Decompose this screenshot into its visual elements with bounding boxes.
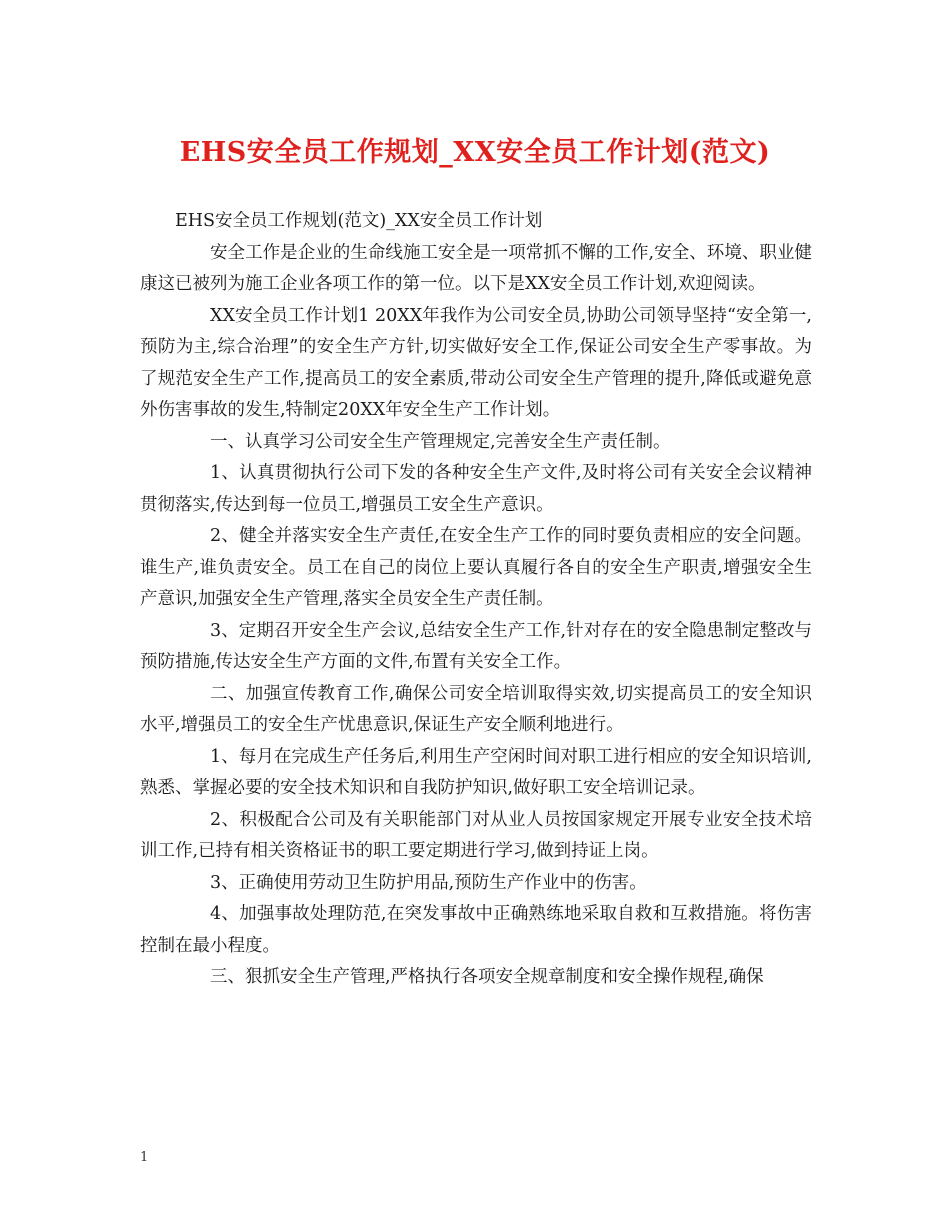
section-heading-2: 二、加强宣传教育工作,确保公司安全培训取得实效,切实提高员工的安全知识水平,增强员工的安全生产忧患意识,保证生产安全顺利地进行。 [140,683,812,735]
document-title: EHS安全员工作规划_XX安全员工作计划(范文) [179,137,771,168]
paragraph-item: 2、积极配合公司及有关职能部门对从业人员按国家规定开展专业安全技术培训工作,已持有相关资格证书的职工要定期进行学习,做到持证上岗。 [140,809,812,861]
paragraph-item: 4、加强事故处理防范,在突发事故中正确熟练地采取自救和互救措施。将伤害控制在最小程度。 [140,904,812,956]
section-heading-1: 一、认真学习公司安全生产管理规定,完善安全生产责任制。 [210,431,671,452]
paragraph-plan-overview: XX安全员工作计划1 20XX年我作为公司安全员,协助公司领导坚持“安全第一,预防为主,综合治理”的安全生产方针,切实做好安全工作,保证公司安全生产零事故。为了规范安全生产工作,提高员工的安全素质,带动公司安全生产管理的提升,降低或避免意外伤害事故的发生,特制定20XX年安全生产工作计划。 [140,305,812,420]
document-body [140,206,812,994]
paragraph-item: 3、正确使用劳动卫生防护用品,预防生产作业中的伤害。 [210,872,647,893]
paragraph-intro: 安全工作是企业的生命线施工安全是一项常抓不懈的工作,安全、环境、职业健康这已被列为施工企业各项工作的第一位。以下是XX安全员工作计划,欢迎阅读。 [140,242,812,294]
document-subtitle: EHS安全员工作规划(范文)_XX安全员工作计划 [175,211,543,231]
page-number: 1 [140,1150,149,1165]
section-heading-3: 三、狠抓安全生产管理,严格执行各项安全规章制度和安全操作规程,确保 [210,967,764,987]
paragraph-item: 3、定期召开安全生产会议,总结安全生产工作,针对存在的安全隐患制定整改与预防措施,传达安全生产方面的文件,布置有关安全工作。 [140,620,812,672]
paragraph-item: 1、每月在完成生产任务后,利用生产空闲时间对职工进行相应的安全知识培训,熟悉、掌握必要的安全技术知识和自我防护知识,做好职工安全培训记录。 [140,746,812,798]
paragraph-item: 1、认真贯彻执行公司下发的各种安全生产文件,及时将公司有关安全会议精神贯彻落实,传达到每一位员工,增强员工安全生产意识。 [140,463,812,515]
paragraph-item: 2、健全并落实安全生产责任,在安全生产工作的同时要负责相应的安全问题。谁生产,谁负责安全。员工在自己的岗位上要认真履行各自的安全生产职责,增强安全生产意识,加强安全生产管理,落实全员安全生产责任制。 [140,526,812,609]
